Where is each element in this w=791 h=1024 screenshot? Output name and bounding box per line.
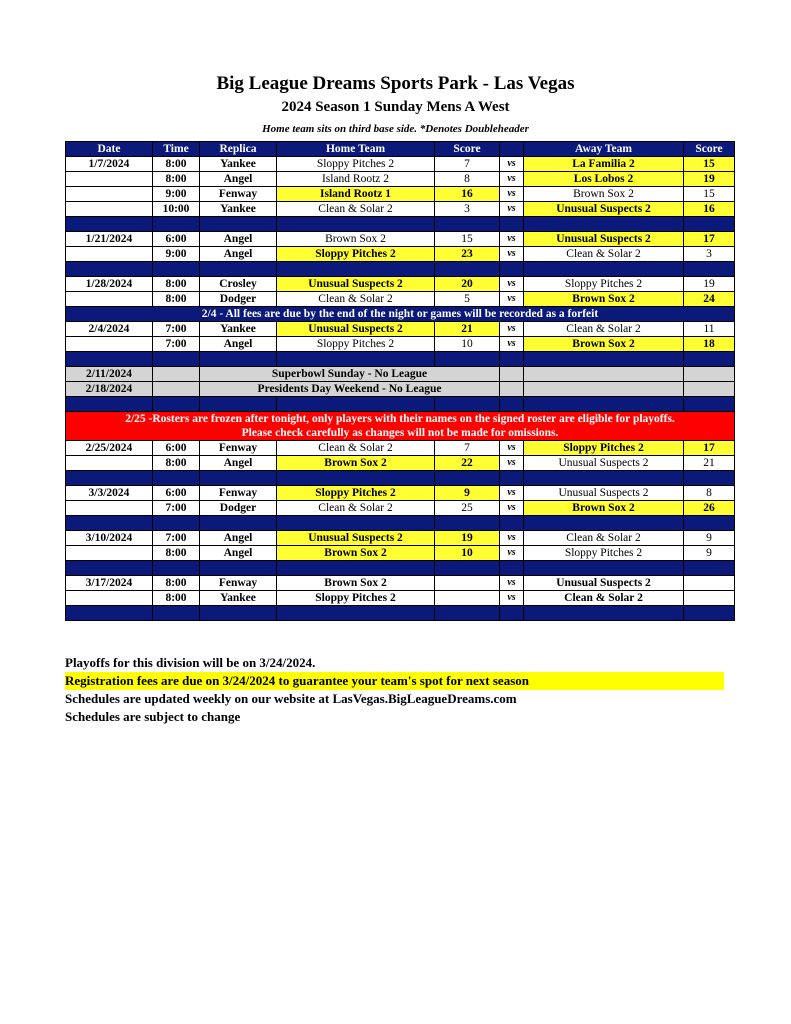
empty-cell: [524, 382, 684, 397]
separator-cell: [200, 262, 277, 277]
separator-cell: [524, 516, 684, 531]
game-row: [66, 172, 735, 187]
away-team: Unusual Suspects 2: [524, 232, 684, 247]
home-score: 9: [435, 486, 500, 501]
game-time: 8:00: [153, 157, 200, 172]
game-replica: Fenway: [200, 576, 277, 591]
col-time: Time: [153, 142, 200, 157]
separator-cell: [153, 397, 200, 412]
separator-cell: [153, 262, 200, 277]
game-date: 1/28/2024: [66, 277, 153, 292]
away-score: 24: [684, 292, 735, 307]
separator-cell: [435, 471, 500, 486]
away-team: Brown Sox 2: [524, 501, 684, 516]
separator-cell: [277, 516, 435, 531]
game-row: [66, 576, 735, 591]
separator-cell: [66, 516, 153, 531]
separator-cell: [277, 471, 435, 486]
away-team: Clean & Solar 2: [524, 247, 684, 262]
away-score: 26: [684, 501, 735, 516]
separator-cell: [66, 561, 153, 576]
separator-cell: [500, 217, 524, 232]
separator-cell: [500, 397, 524, 412]
vs-label: vs: [500, 247, 524, 262]
separator-cell: [524, 606, 684, 621]
game-time: 8:00: [153, 576, 200, 591]
separator-row: [66, 262, 735, 277]
game-row: [66, 292, 735, 307]
separator-cell: [153, 606, 200, 621]
vs-label: vs: [500, 486, 524, 501]
away-score: [684, 591, 735, 606]
game-date: [66, 337, 153, 352]
away-score: 19: [684, 172, 735, 187]
separator-cell: [200, 516, 277, 531]
vs-label: vs: [500, 232, 524, 247]
game-date: [66, 292, 153, 307]
home-score: 23: [435, 247, 500, 262]
vs-label: vs: [500, 157, 524, 172]
separator-cell: [200, 352, 277, 367]
game-date: [66, 172, 153, 187]
game-time: 9:00: [153, 187, 200, 202]
website-note: Schedules are updated weekly on our website at LasVegas.BigLeagueDreams.com: [65, 691, 517, 706]
empty-cell: [684, 367, 735, 382]
separator-cell: [500, 516, 524, 531]
game-row: [66, 157, 735, 172]
game-replica: Fenway: [200, 187, 277, 202]
separator-cell: [435, 262, 500, 277]
away-score: 17: [684, 232, 735, 247]
separator-cell: [153, 471, 200, 486]
game-time: 10:00: [153, 202, 200, 217]
game-time: 6:00: [153, 486, 200, 501]
game-date: [66, 247, 153, 262]
game-replica: Angel: [200, 337, 277, 352]
vs-label: vs: [500, 576, 524, 591]
game-date: 2/25/2024: [66, 441, 153, 456]
game-replica: Angel: [200, 232, 277, 247]
separator-cell: [684, 471, 735, 486]
home-score: 7: [435, 441, 500, 456]
away-score: 21: [684, 456, 735, 471]
game-row: [66, 486, 735, 501]
separator-row: [66, 606, 735, 621]
home-team: Brown Sox 2: [277, 456, 435, 471]
vs-label: vs: [500, 277, 524, 292]
game-date: [66, 202, 153, 217]
notice-text: 2/4 - All fees are due by the end of the night or games will be recorded as a forfeit: [66, 307, 735, 322]
home-team: Unusual Suspects 2: [277, 322, 435, 337]
game-row: [66, 591, 735, 606]
separator-row: [66, 471, 735, 486]
home-score: 3: [435, 202, 500, 217]
game-replica: Dodger: [200, 292, 277, 307]
away-team: Sloppy Pitches 2: [524, 441, 684, 456]
game-replica: Fenway: [200, 486, 277, 501]
empty-cell: [500, 367, 524, 382]
home-team: Sloppy Pitches 2: [277, 486, 435, 501]
game-date: [66, 546, 153, 561]
game-replica: Dodger: [200, 501, 277, 516]
separator-cell: [277, 352, 435, 367]
away-team: Unusual Suspects 2: [524, 576, 684, 591]
away-score: 19: [684, 277, 735, 292]
away-score: 15: [684, 187, 735, 202]
separator-cell: [66, 606, 153, 621]
schedule-body: [66, 157, 735, 621]
home-team: Clean & Solar 2: [277, 501, 435, 516]
separator-cell: [524, 352, 684, 367]
game-row: [66, 337, 735, 352]
vs-label: vs: [500, 456, 524, 471]
game-time: 9:00: [153, 247, 200, 262]
home-team: Sloppy Pitches 2: [277, 157, 435, 172]
separator-cell: [277, 217, 435, 232]
playoffs-note: Playoffs for this division will be on 3/24/2024.: [65, 655, 316, 670]
game-replica: Angel: [200, 247, 277, 262]
registration-note: Registration fees are due on 3/24/2024 to guarantee your team's spot for next season: [65, 672, 724, 690]
away-team: Unusual Suspects 2: [524, 456, 684, 471]
col-replica: Replica: [200, 142, 277, 157]
empty-cell: [684, 382, 735, 397]
away-score: 3: [684, 247, 735, 262]
vs-label: vs: [500, 546, 524, 561]
separator-cell: [684, 516, 735, 531]
no-league-date: 2/18/2024: [66, 382, 153, 397]
separator-cell: [435, 516, 500, 531]
roster-freeze-line-2: Please check carefully as changes will not be made for omissions.: [241, 427, 559, 439]
home-team: Clean & Solar 2: [277, 441, 435, 456]
home-score: [435, 576, 500, 591]
home-score: 22: [435, 456, 500, 471]
game-time: 6:00: [153, 232, 200, 247]
home-team: Unusual Suspects 2: [277, 277, 435, 292]
game-replica: Angel: [200, 531, 277, 546]
no-league-text: Presidents Day Weekend - No League: [200, 382, 500, 397]
away-team: Sloppy Pitches 2: [524, 546, 684, 561]
separator-cell: [435, 397, 500, 412]
separator-cell: [524, 397, 684, 412]
home-score: 10: [435, 337, 500, 352]
empty-cell: [500, 382, 524, 397]
away-team: Sloppy Pitches 2: [524, 277, 684, 292]
separator-cell: [200, 471, 277, 486]
game-date: 2/4/2024: [66, 322, 153, 337]
game-date: [66, 501, 153, 516]
separator-cell: [524, 262, 684, 277]
home-score: 25: [435, 501, 500, 516]
separator-cell: [153, 217, 200, 232]
away-team: Clean & Solar 2: [524, 591, 684, 606]
col-home-score: Score: [435, 142, 500, 157]
col-away-team: Away Team: [524, 142, 684, 157]
home-score: 15: [435, 232, 500, 247]
change-note: Schedules are subject to change: [65, 709, 241, 724]
home-score: 19: [435, 531, 500, 546]
game-replica: Yankee: [200, 591, 277, 606]
game-row: [66, 546, 735, 561]
game-time: 8:00: [153, 277, 200, 292]
home-score: 16: [435, 187, 500, 202]
game-time: 8:00: [153, 591, 200, 606]
home-score: 7: [435, 157, 500, 172]
separator-cell: [200, 397, 277, 412]
separator-cell: [153, 516, 200, 531]
game-time: 7:00: [153, 501, 200, 516]
separator-cell: [500, 606, 524, 621]
separator-cell: [66, 471, 153, 486]
game-time: 8:00: [153, 456, 200, 471]
separator-row: [66, 561, 735, 576]
col-home-team: Home Team: [277, 142, 435, 157]
no-league-row: [66, 367, 735, 382]
vs-label: vs: [500, 441, 524, 456]
game-date: 3/3/2024: [66, 486, 153, 501]
separator-cell: [435, 606, 500, 621]
separator-row: [66, 352, 735, 367]
game-time: 8:00: [153, 292, 200, 307]
separator-cell: [277, 397, 435, 412]
no-league-text: Superbowl Sunday - No League: [200, 367, 500, 382]
game-time: 6:00: [153, 441, 200, 456]
home-team: Sloppy Pitches 2: [277, 591, 435, 606]
home-score: 20: [435, 277, 500, 292]
separator-cell: [524, 217, 684, 232]
schedule-table: [65, 141, 735, 621]
game-replica: Crosley: [200, 277, 277, 292]
separator-cell: [524, 561, 684, 576]
away-score: 16: [684, 202, 735, 217]
home-team: Brown Sox 2: [277, 232, 435, 247]
separator-cell: [435, 561, 500, 576]
game-date: [66, 591, 153, 606]
separator-cell: [200, 606, 277, 621]
game-row: [66, 277, 735, 292]
away-score: 11: [684, 322, 735, 337]
separator-cell: [684, 561, 735, 576]
away-team: Clean & Solar 2: [524, 531, 684, 546]
separator-cell: [153, 352, 200, 367]
game-replica: Fenway: [200, 441, 277, 456]
separator-cell: [200, 217, 277, 232]
empty-cell: [153, 382, 200, 397]
separator-cell: [684, 352, 735, 367]
home-team: Brown Sox 2: [277, 546, 435, 561]
separator-cell: [153, 561, 200, 576]
home-team: Unusual Suspects 2: [277, 531, 435, 546]
vs-label: vs: [500, 501, 524, 516]
col-date: Date: [66, 142, 153, 157]
no-league-row: [66, 382, 735, 397]
game-date: 3/17/2024: [66, 576, 153, 591]
vs-label: vs: [500, 202, 524, 217]
game-row: [66, 441, 735, 456]
vs-label: vs: [500, 172, 524, 187]
separator-cell: [500, 352, 524, 367]
game-row: [66, 456, 735, 471]
game-time: 7:00: [153, 337, 200, 352]
separator-cell: [66, 397, 153, 412]
separator-cell: [500, 471, 524, 486]
home-team: Clean & Solar 2: [277, 202, 435, 217]
separator-row: [66, 217, 735, 232]
game-replica: Yankee: [200, 157, 277, 172]
game-replica: Yankee: [200, 322, 277, 337]
home-team: Brown Sox 2: [277, 576, 435, 591]
game-row: [66, 232, 735, 247]
page-subtitle: 2024 Season 1 Sunday Mens A West: [281, 99, 510, 115]
col-vs: [500, 142, 524, 157]
notice-row: [66, 307, 735, 322]
separator-cell: [66, 217, 153, 232]
away-score: 17: [684, 441, 735, 456]
home-team: Island Rootz 1: [277, 187, 435, 202]
separator-cell: [684, 606, 735, 621]
home-team-note: Home team sits on third base side. *Denotes Doubleheader: [262, 123, 529, 135]
game-row: [66, 322, 735, 337]
game-time: 8:00: [153, 172, 200, 187]
away-team: Unusual Suspects 2: [524, 202, 684, 217]
away-team: La Familia 2: [524, 157, 684, 172]
game-row: [66, 202, 735, 217]
home-team: Sloppy Pitches 2: [277, 247, 435, 262]
game-date: 3/10/2024: [66, 531, 153, 546]
schedule-header-row: [66, 142, 735, 157]
empty-cell: [153, 367, 200, 382]
away-score: [684, 576, 735, 591]
separator-cell: [684, 397, 735, 412]
separator-row: [66, 516, 735, 531]
game-date: 1/7/2024: [66, 157, 153, 172]
game-replica: Yankee: [200, 202, 277, 217]
separator-cell: [66, 352, 153, 367]
separator-cell: [435, 217, 500, 232]
roster-freeze-row: [66, 412, 735, 441]
separator-row: [66, 397, 735, 412]
page-title: Big League Dreams Sports Park - Las Vegas: [216, 73, 575, 94]
away-score: 9: [684, 531, 735, 546]
separator-cell: [500, 561, 524, 576]
game-row: [66, 501, 735, 516]
vs-label: vs: [500, 591, 524, 606]
vs-label: vs: [500, 292, 524, 307]
away-score: 18: [684, 337, 735, 352]
home-score: 5: [435, 292, 500, 307]
separator-cell: [684, 217, 735, 232]
away-team: Brown Sox 2: [524, 187, 684, 202]
separator-cell: [500, 262, 524, 277]
away-team: Brown Sox 2: [524, 292, 684, 307]
roster-freeze-notice: [66, 412, 735, 441]
game-row: [66, 247, 735, 262]
home-score: 8: [435, 172, 500, 187]
game-date: 1/21/2024: [66, 232, 153, 247]
away-score: 9: [684, 546, 735, 561]
vs-label: vs: [500, 337, 524, 352]
no-league-date: 2/11/2024: [66, 367, 153, 382]
home-score: 10: [435, 546, 500, 561]
game-time: 8:00: [153, 546, 200, 561]
away-score: 8: [684, 486, 735, 501]
separator-cell: [435, 352, 500, 367]
home-team: Island Rootz 2: [277, 172, 435, 187]
vs-label: vs: [500, 187, 524, 202]
empty-cell: [524, 367, 684, 382]
separator-cell: [277, 262, 435, 277]
game-date: [66, 456, 153, 471]
separator-cell: [277, 606, 435, 621]
game-row: [66, 187, 735, 202]
game-time: 7:00: [153, 322, 200, 337]
separator-cell: [66, 262, 153, 277]
away-team: Clean & Solar 2: [524, 322, 684, 337]
separator-cell: [200, 561, 277, 576]
game-date: [66, 187, 153, 202]
roster-freeze-line-1: 2/25 -Rosters are frozen after tonight, only players with their names on the signed roster are eligible for playoffs.: [125, 413, 675, 425]
vs-label: vs: [500, 322, 524, 337]
home-score: [435, 591, 500, 606]
home-team: Sloppy Pitches 2: [277, 337, 435, 352]
game-replica: Angel: [200, 546, 277, 561]
home-score: 21: [435, 322, 500, 337]
col-away-score: Score: [684, 142, 735, 157]
separator-cell: [277, 561, 435, 576]
away-score: 15: [684, 157, 735, 172]
home-team: Clean & Solar 2: [277, 292, 435, 307]
separator-cell: [684, 262, 735, 277]
game-replica: Angel: [200, 456, 277, 471]
game-row: [66, 531, 735, 546]
vs-label: vs: [500, 531, 524, 546]
away-team: Unusual Suspects 2: [524, 486, 684, 501]
away-team: Los Lobos 2: [524, 172, 684, 187]
away-team: Brown Sox 2: [524, 337, 684, 352]
separator-cell: [524, 471, 684, 486]
game-time: 7:00: [153, 531, 200, 546]
game-replica: Angel: [200, 172, 277, 187]
